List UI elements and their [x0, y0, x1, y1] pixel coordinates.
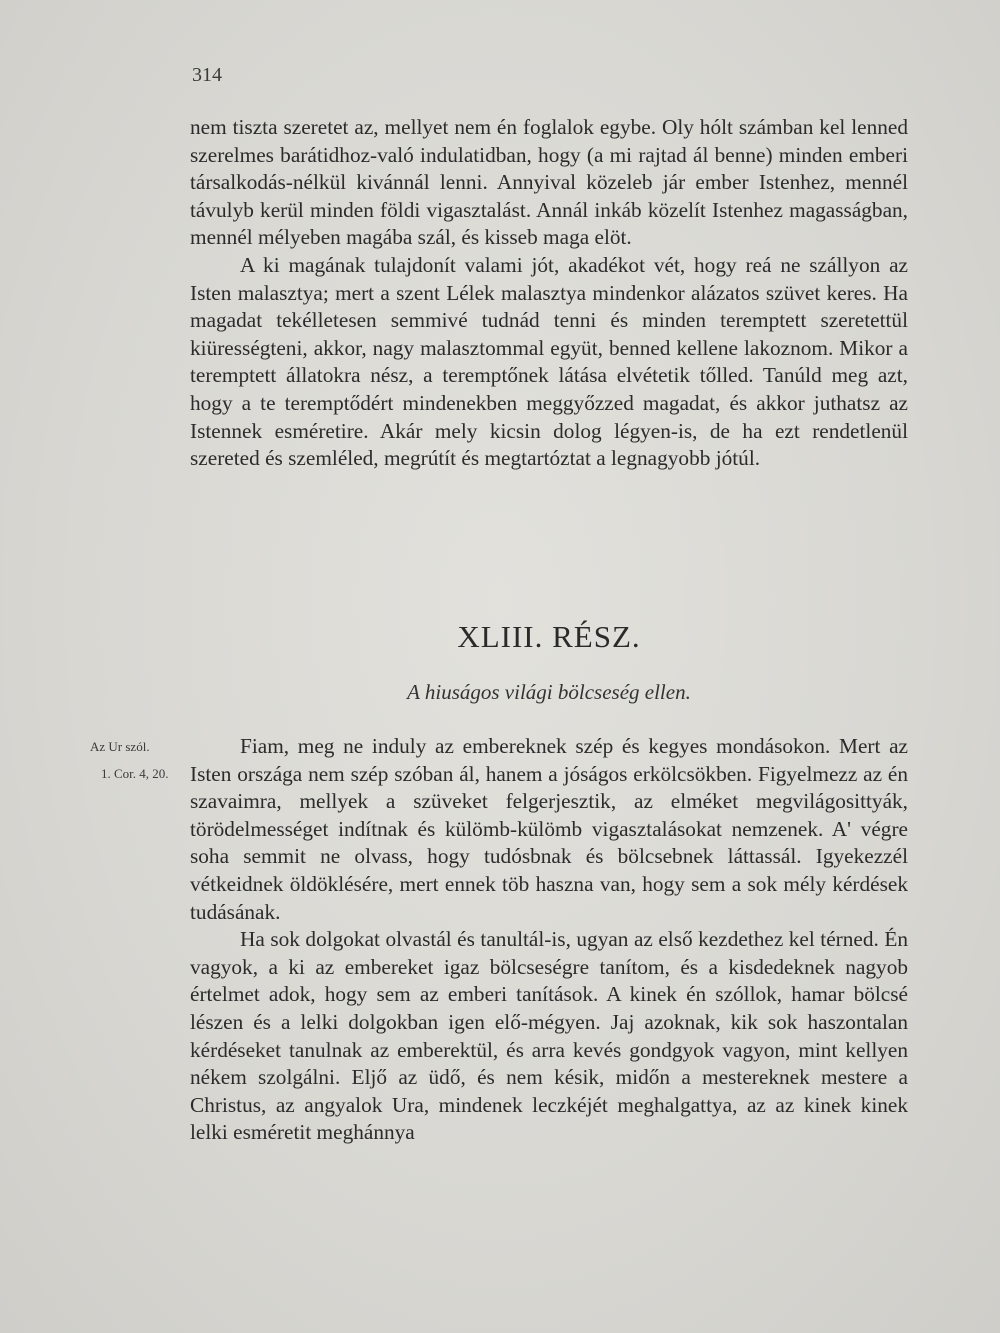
margin-note-reference: 1. Cor. 4, 20. — [101, 766, 169, 781]
margin-note-speaker: Az Ur szól. — [90, 739, 150, 754]
bottom-paragraph-second: Ha sok dolgokat olvastál és tanultál-is, ugyan az első kezdethez kel térned. Én vagyok, a ki az embereket igaz bölcseségre tanítom, és a kisdedeknek nagyob értelmet adok, hogy sem az emberi tanítások. A kinek én szóllok, hamar bölcsé lészen és a lelki dolgokban igen elő-mégyen. Jaj azoknak, kik sok haszontalan kérdéseket tanulnak az emberektül, és arra kevés gondgyok vagyon, mint kellyen nékem szolgálni. Eljő az üdő, és nem késik, midőn a mestereknek mestere a Christus, az angyalok Ura, mindenek leczkéjét meghalgattya, az az kinek kinek lelki esméretit meghánnya — [190, 927, 908, 1145]
top-text-block — [190, 114, 908, 473]
bottom-text-block — [190, 733, 908, 1147]
top-paragraph: A ki magának tulajdonít valami jót, akadékot vét, hogy reá ne szállyon az Isten malasztya; mert a szent Lélek malasztya mindenkor alázatos szüvet keres. Ha magadat tekélletesen semmivé tudnád tenni és minden teremptett szeretettül kiürességteni, akkor, nagy malasztommal együt, benned kellene lakoznom. Mikor a teremptett állatokra nész, a teremptőnek látása elvétetik tőlled. Tanúld meg azt, hogy a te teremptődért mindenekben meggyőzzed magadat, és akkor juthatsz az Istennek esméretire. Akár mely kicsin dolog légyen-is, de ha ezt rendetlenül szereted és szemléled, megrútít és megtartóztat a legnagyobb jótúl. — [190, 252, 908, 471]
top-paragraph-continuation: nem tiszta szeretet az, mellyet nem én foglalok egybe. Oly hólt számban kel lenned szerelmes barátidhoz-való indulatidban, hogy (a mi rajtad ál benne) minden emberi társalkodás-nélkül kivánnál lenni. Annyival közeleb jár ember Istenhez, mennél távulyb kerül minden földi vigasztalást. Annál inkáb közelít Istenhez magasságban, mennél mélyeben magába szál, és kisseb maga elöt. — [190, 115, 908, 250]
chapter-title: XLIII. RÉSZ. — [457, 619, 641, 654]
chapter-subtitle: A hiuságos világi bölcseség ellen. — [407, 680, 691, 704]
bottom-paragraph-first: Fiam, meg ne induly az embereknek szép és kegyes mondásokon. Mert az Isten országa nem szép szóban ál, hanem a jóságos erkölcsökben. Figyelmezz az én szavaimra, mellyek a szüveket felgerjesztik, az elméket megvilágosittyák, törödelmességet indítnak és külömb-külömb vigasztalásokat nemzenek. A' végre soha semmit ne olvass, hogy tudósbnak és bölcsebnek láttassál. Igyekezzél vétkeidnek öldöklésére, mert ennek töb haszna van, hogy sem a sok mély kérdések tudásának. — [190, 734, 908, 924]
page-number: 314 — [192, 64, 222, 86]
